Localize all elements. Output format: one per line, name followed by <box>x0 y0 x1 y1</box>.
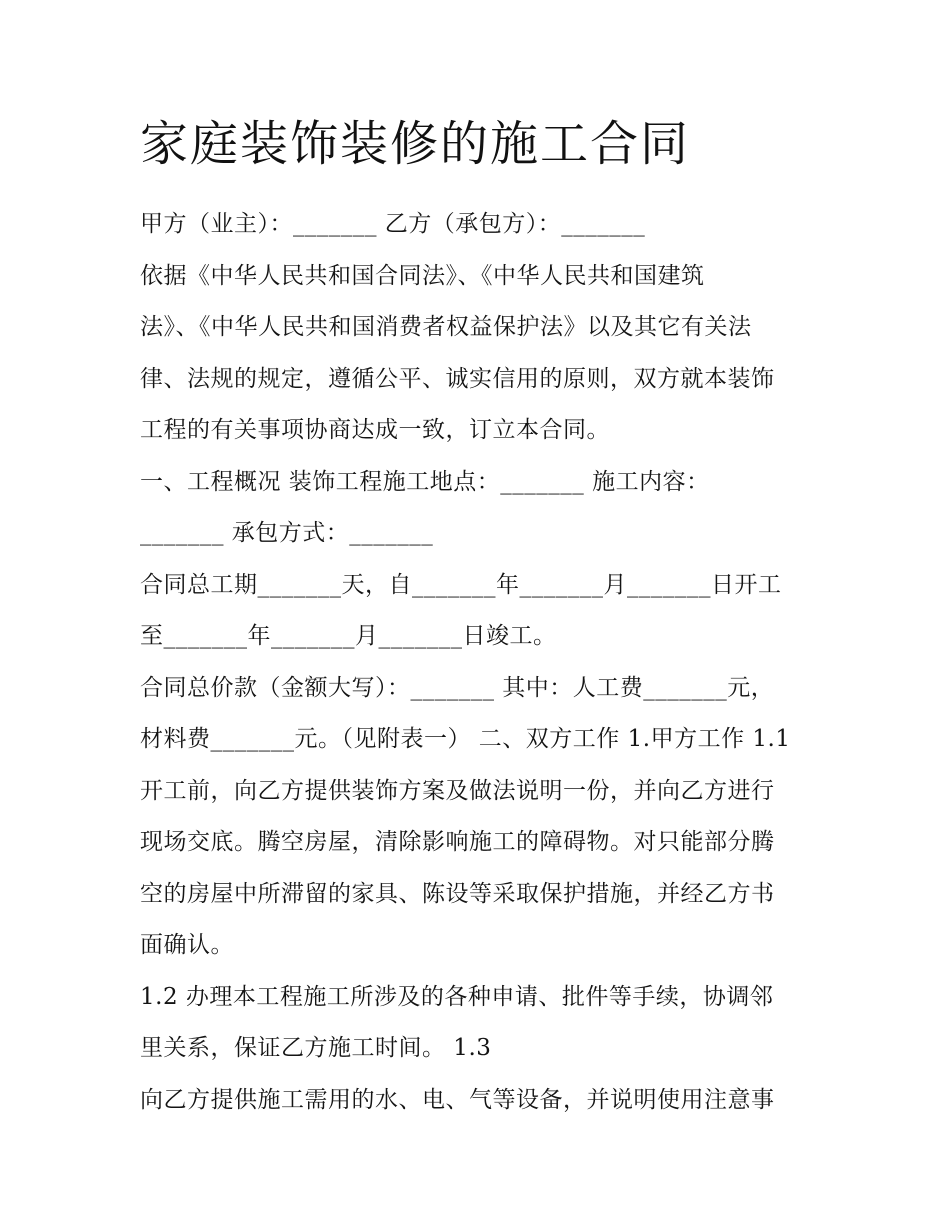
paragraph-line: 1.2 办理本工程施工所涉及的各种申请、批件等手续，协调邻 <box>140 983 774 1010</box>
paragraph-line: 向乙方提供施工需用的水、电、气等设备，并说明使用注意事 <box>140 1086 775 1113</box>
document-page <box>140 112 830 1113</box>
document-body <box>140 199 830 1126</box>
paragraph-line: 材料费_______元。（见附表一） 二、双方工作 1.甲方工作 1.1 <box>140 726 791 752</box>
paragraph-line: 至_______年_______月_______日竣工。 <box>140 623 557 649</box>
paragraph-line: 面确认。 <box>140 932 234 958</box>
paragraph-line: 开工前，向乙方提供装饰方案及做法说明一份，并向乙方进行 <box>140 777 775 804</box>
paragraph-line: 一、工程概况 装饰工程施工地点：_______ 施工内容： <box>140 468 710 495</box>
paragraph-line: 合同总价款（金额大写）：_______ 其中：人工费_______元， <box>140 674 775 701</box>
paragraph-line: 工程的有关事项协商达成一致，订立本合同。 <box>140 417 610 443</box>
document-title: 家庭装饰装修的施工合同 <box>140 116 691 172</box>
paragraph-line: 现场交底。腾空房屋，清除影响施工的障碍物。对只能部分腾 <box>140 829 775 855</box>
paragraph-line: 律、法规的规定，遵循公平、诚实信用的原则，双方就本装饰 <box>140 365 775 392</box>
party-line: 甲方（业主）：_______ 乙方（承包方）：_______ <box>140 211 646 237</box>
paragraph-line: _______ 承包方式：_______ <box>140 520 434 546</box>
paragraph-line: 法》、《中华人民共和国消费者权益保护法》以及其它有关法 <box>140 314 752 340</box>
paragraph-line: 依据《中华人民共和国合同法》、《中华人民共和国建筑 <box>140 262 705 289</box>
paragraph-line: 里关系，保证乙方施工时间。 1.3 <box>140 1035 492 1061</box>
paragraph-line: 空的房屋中所滞留的家具、陈设等采取保护措施，并经乙方书 <box>140 880 775 907</box>
paragraph-line: 合同总工期_______天，自_______年_______月_______日开工 <box>140 571 782 598</box>
